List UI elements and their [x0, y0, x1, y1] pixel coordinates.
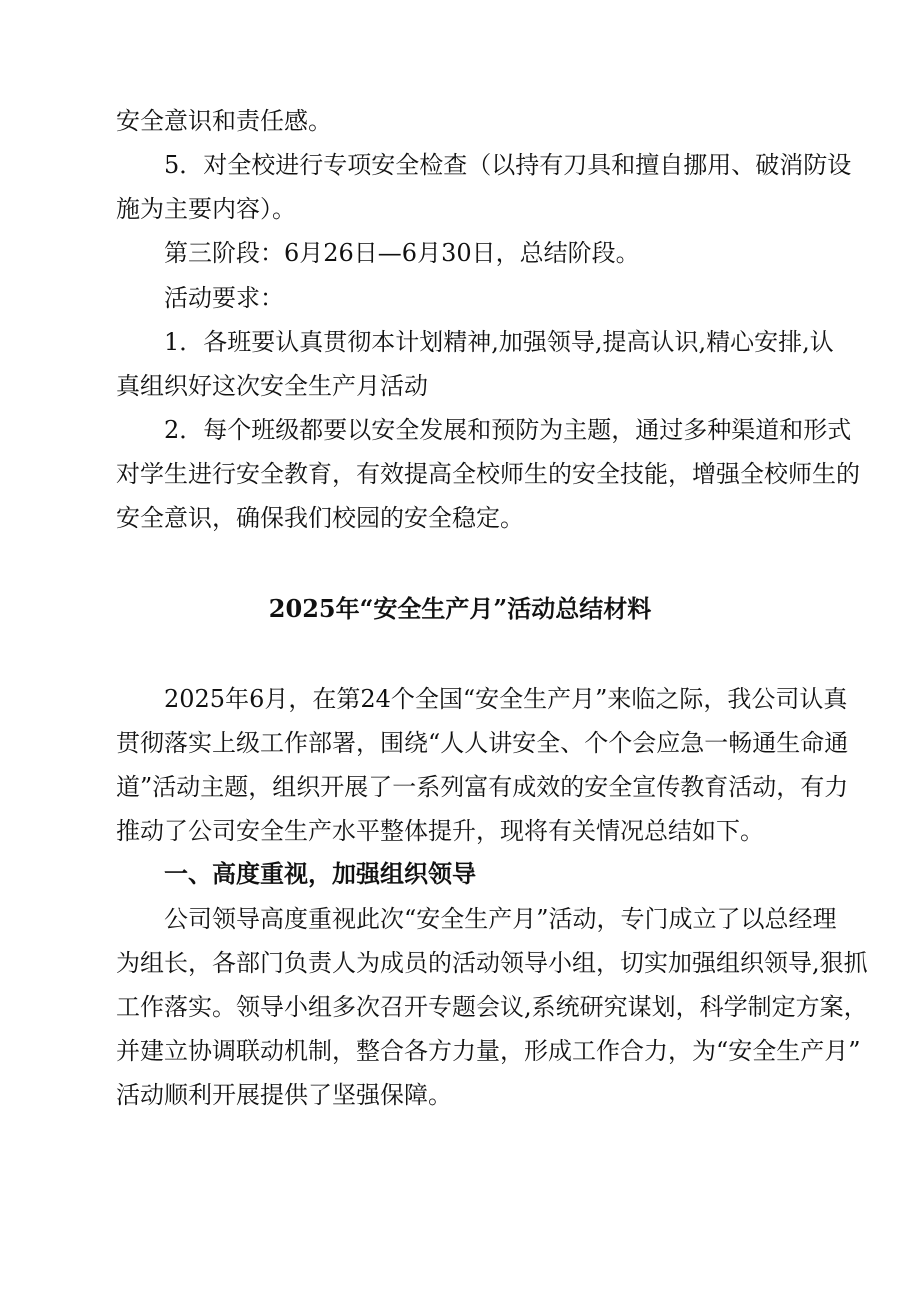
section-paragraph-line: 工作落实。领导小组多次召开专题会议,系统研究谋划，科学制定方案，: [116, 993, 868, 1021]
section-paragraph-line: 为组长，各部门负责人为成员的活动领导小组，切实加强组织领导,狠抓: [116, 949, 868, 977]
paragraph-line: 安全意识，确保我们校园的安全稳定。: [116, 504, 524, 532]
intro-paragraph-line: 道”活动主题，组织开展了一系列富有成效的安全宣传教育活动，有力: [116, 773, 849, 801]
list-item-5: 5．对全校进行专项安全检查（以持有刀具和擅自挪用、破消防设: [164, 151, 852, 179]
list-item-1: 1．各班要认真贯彻本计划精神,加强领导,提高认识,精心安排,认: [164, 328, 834, 356]
intro-paragraph-line: 贯彻落实上级工作部署，围绕“人人讲安全、个个会应急一畅通生命通: [116, 729, 849, 757]
document-title: 2025年“安全生产月”活动总结材料: [268, 594, 652, 623]
requirements-heading: 活动要求：: [164, 284, 284, 312]
phase-three-line: 第三阶段：6月26日—6月30日，总结阶段。: [164, 239, 640, 267]
section-paragraph-line: 公司领导高度重视此次“安全生产月”活动，专门成立了以总经理: [164, 905, 837, 933]
list-item-2: 2．每个班级都要以安全发展和预防为主题，通过多种渠道和形式: [164, 416, 852, 444]
section-heading: 一、高度重视，加强组织领导: [164, 859, 476, 888]
section-paragraph-line: 活动顺利开展提供了坚强保障。: [116, 1081, 452, 1109]
paragraph-line: 对学生进行安全教育，有效提高全校师生的安全技能，增强全校师生的: [116, 460, 860, 488]
paragraph-line: 安全意识和责任感。: [116, 107, 332, 135]
intro-paragraph-line: 2025年6月，在第24个全国“安全生产月”来临之际，我公司认真: [164, 685, 848, 713]
intro-paragraph-line: 推动了公司安全生产水平整体提升，现将有关情况总结如下。: [116, 817, 764, 845]
section-paragraph-line: 并建立协调联动机制，整合各方力量，形成工作合力，为“安全生产月”: [116, 1037, 861, 1065]
paragraph-line: 真组织好这次安全生产月活动: [116, 372, 428, 400]
paragraph-line: 施为主要内容）。: [116, 195, 296, 223]
